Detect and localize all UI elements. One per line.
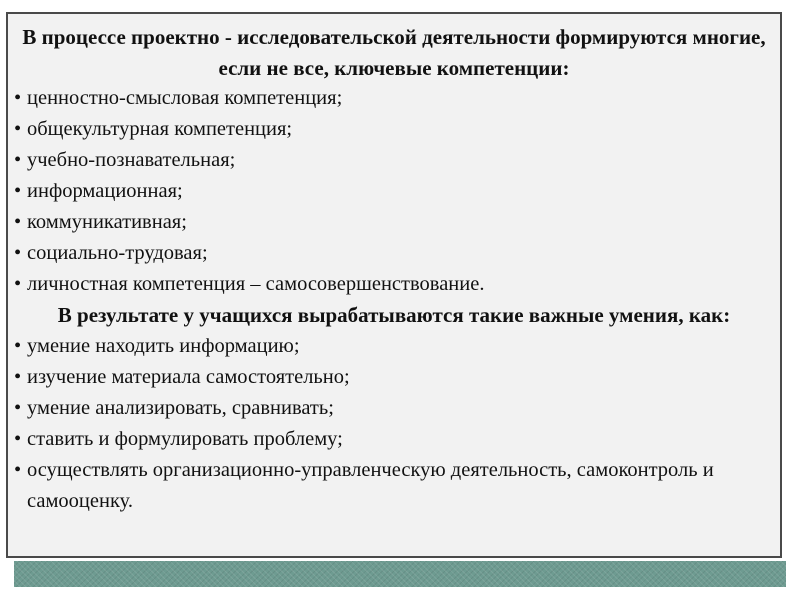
list-item xyxy=(14,176,774,207)
bullet: • xyxy=(14,365,22,388)
bullet: • xyxy=(14,180,22,202)
section1-list xyxy=(14,83,774,300)
bullet: • xyxy=(14,334,22,357)
list-item-text: осуществлять организационно-управленческую деятельность, самоконтроль и самооценку. xyxy=(27,458,714,512)
list-item-text: изучение материала самостоятельно; xyxy=(27,365,350,388)
list-item xyxy=(14,362,774,393)
list-item-text: личностная компетенция – самосовершенствование. xyxy=(27,273,485,295)
section2-heading: В результате у учащихся вырабатываются такие важные умения, как: xyxy=(57,303,731,327)
bullet: • xyxy=(14,242,22,264)
list-item-text: коммуникативная; xyxy=(27,211,187,233)
list-item xyxy=(14,269,774,300)
list-item-text: умение анализировать, сравнивать; xyxy=(27,396,334,419)
list-item xyxy=(14,114,774,145)
list-item-text: социально-трудовая; xyxy=(27,242,208,264)
list-item xyxy=(14,207,774,238)
bullet: • xyxy=(14,211,22,233)
list-item-text: информационная; xyxy=(27,180,183,202)
bullet: • xyxy=(14,458,22,481)
list-item-text: общекультурная компетенция; xyxy=(27,118,293,140)
list-item-text: ценностно-смысловая компетенция; xyxy=(27,87,343,109)
list-item xyxy=(14,331,774,362)
section1-heading: В процессе проектно - исследовательской деятельности формируются многие, если не все, ключевые компетенции: xyxy=(22,25,766,80)
bullet: • xyxy=(14,427,22,450)
bullet: • xyxy=(14,273,22,295)
list-item xyxy=(14,455,774,517)
list-item xyxy=(14,393,774,424)
list-item xyxy=(14,83,774,114)
list-item-text: умение находить информацию; xyxy=(27,334,300,357)
bullet: • xyxy=(14,118,22,140)
bullet: • xyxy=(14,396,22,419)
bullet: • xyxy=(14,149,22,171)
list-item xyxy=(14,238,774,269)
content-box xyxy=(6,12,782,558)
bullet: • xyxy=(14,87,22,109)
list-item xyxy=(14,424,774,455)
list-item xyxy=(14,145,774,176)
footer-decorative-bar xyxy=(14,561,786,587)
list-item-text: учебно-познавательная; xyxy=(27,149,236,171)
section2-list xyxy=(14,331,774,517)
list-item-text: ставить и формулировать проблему; xyxy=(27,427,343,450)
